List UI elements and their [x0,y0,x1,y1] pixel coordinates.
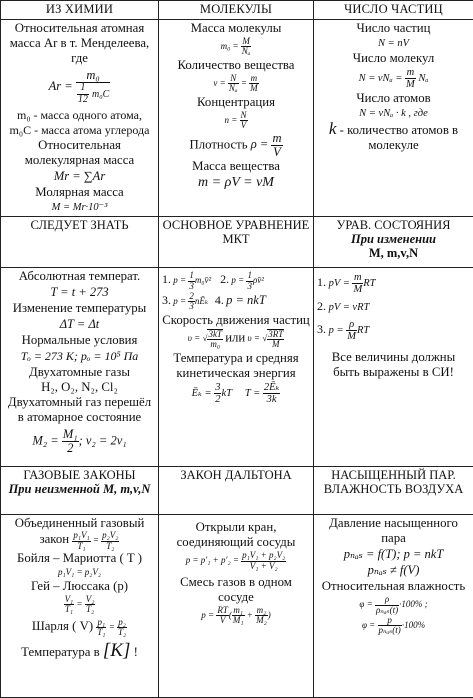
cell-mkt: 1. p = $\frac{1}{3}$ m₀v̄² 2. p = $\frac{1}{3}$ ρv̄² 3. p = $\frac{2}{3}$ nĒₖ 4. p = nkT Скорость движения частиц υ = √ $\frac{3kT}{\text{m₀}}$ или υ = √ $\frac{3RT}{M}$ Температура и средняя кинетическая энергия Ēₖ = $\frac{3}{2}$ kT T = $\frac{\text{2Ēₖ}}{3k}$ [159,268,314,467]
chem-line-2: Относительная молекулярная масса [4,138,155,168]
humidity-formula-1: φ = $\frac{\rho}{\text{ρₙₐₛ(t)}}$ ·100% ; [317,595,470,615]
atomic-transition-formula: M₂ = $\frac{\text{M₁}}{2}$ ; ν₂ = 2ν₁ [4,428,155,455]
mkt-formula-1: p = $\frac{1}{3}$ m₀v̄² [173,275,211,285]
header-chemistry: ИЗ ХИМИИ [1,1,159,20]
num-line-4: - количество атомов в молекуле [340,123,458,152]
know-line-4: Двухатомные газы [4,365,155,380]
num-line-3: Число атомов [317,91,470,106]
mr-formula: Mr = ∑Ar [4,169,155,184]
abs-temp-formula: T = t + 273 [4,285,155,300]
molecules-formula: N = νNₐ = $\frac{m}{M}$ Nₐ [317,67,470,90]
num-line-1: Число частиц [317,21,470,36]
mkt-formula-3: p = $\frac{2}{3}$ nĒₖ [173,296,208,306]
amount-formula: ν = $\frac{N}{\text{Nₐ}}$ = $\frac{m}{M}$ [162,74,310,94]
dalton-line-1: Открыли кран, соединяющий сосуды [162,520,310,550]
header-molecules: МОЛЕКУЛЫ [159,1,314,20]
chem-m0c: m₀C - масса атома углерода [4,123,155,138]
cell-chemistry [1,20,159,217]
header-dalton-law: ЗАКОН ДАЛЬТОНА [159,467,314,515]
temperature-formula: T = $\frac{\text{2Ēₖ}}{3k}$ [245,388,281,399]
normal-conditions-formula: Tₒ = 273 K; pₒ = 10⁵ Па [4,349,155,364]
cell-dalton-law [159,515,314,698]
concentration-formula: n = $\frac{N}{V}$ [162,111,310,131]
energy-formula: Ēₖ = $\frac{3}{2}$ kT [192,388,232,399]
mol-line-1: Масса молекулы [162,21,310,36]
vapor-line-2: Относительная влажность [317,579,470,594]
humidity-formula-2: φ = $\frac{p}{\text{pₙₐₛ(t)}}$ ·100% [317,616,470,636]
atoms-formula: N = νNₐ · k , где [317,107,470,120]
cell-particle-count [314,20,473,217]
gas-line-5: Температура в [21,645,100,659]
mol-line-4: Плотность [189,137,247,151]
velocity-formula-1: υ = √ $\frac{3kT}{\text{m₀}}$ [188,333,223,343]
k-symbol: k [329,119,337,138]
particles-formula: N = nV [317,37,470,50]
velocity-formula-2: υ = √ $\frac{3RT}{M}$ [248,333,285,343]
know-line-1: Абсолютная температ. [4,269,155,284]
state-formula-2: pV = νRT [329,302,370,313]
mol-line-3: Концентрация [162,95,310,110]
know-line-5: Двухатомный газ перешёл в атомарное состояние [4,395,155,425]
header-gas-laws: ГАЗОВЫЕ ЗАКОНЫ При неизменной M, m,v,N [1,467,159,515]
header-should-know: СЛЕДУЕТ ЗНАТЬ [1,217,159,268]
cell-gas-laws: Объединенный газовый закон $\frac{\text{p₁V₁}}{\text{T₁}}$ = $\frac{\text{p₂V₂}}{\text{T₂}}$ Бойля – Мариотта ( T ) p₁V₁ = p₂V₂ Гей – Люссака (p) $\frac{\text{V₁}}{\text{T₁}}$ = $\frac{\text{V₂}}{\text{T₂}}$ Шарля ( V) $\frac{\text{p₁}}{\text{T₁}}$ = $\frac{\text{p₂}}{\text{T₂}}$ Температура в [K] ! [1,515,159,698]
mkt-line-1: Скорость движения частиц [162,313,310,328]
boyle-formula: p₁V₁ = p₂V₂ [4,567,155,578]
num-line-2: Число молекул [317,51,470,66]
dalton-formula-2: p = $\frac{RT}{V}$ ( $\frac{\text{m₁}}{\text{M₁}}$ + $\frac{\text{m₂}}{\text{M₂}}$ ) [162,606,310,626]
header-mkt-equation: ОСНОВНОЕ УРАВНЕНИЕ МКТ [159,217,314,268]
know-line-2: Изменение температуры [4,301,155,316]
molecule-mass-formula: m₀ = $\frac{M}{\text{Nₐ}}$ [162,37,310,57]
gas-line-4: Шарля ( V) [32,619,93,633]
row-1 [1,20,473,217]
gas-line-2: Бойля – Мариотта ( T ) [17,551,142,565]
header-row-1 [1,1,473,20]
ar-formula: Ar = m₀ $\frac{1}{12}$ m₀C [4,69,155,105]
dalton-formula-1: p = p′₁ + p′₂ = $\frac{\text{p₁V₁ + p₂V₂}}{\text{V₁ + V₂}}$ [162,551,310,571]
delta-t-formula: ΔT = Δt [4,317,155,332]
dalton-line-2: Смесь газов в одном сосуде [162,575,310,605]
si-units-note: Все величины должны быть выражены в СИ! [317,350,470,380]
row-2 [1,268,473,467]
header-row-2 [1,217,473,268]
diatomic-gases: H₂, O₂, N₂, Cl₂ [4,380,155,395]
chem-line-1: Относительная атомная масса Ar в т. Менделеева [10,21,146,50]
chem-line-3: Молярная масса [4,185,155,200]
density-formula: ρ = $\frac{m}{V}$ [251,137,283,151]
header-saturated-vapor: НАСЫЩЕННЫЙ ПАР. ВЛАЖНОСТЬ ВОЗДУХА [314,467,473,515]
molar-mass-formula: M = Mr·10⁻³ [4,201,155,214]
gas-line-3: Гей – Люссака (p) [4,579,155,594]
cell-saturated-vapor [314,515,473,698]
cell-molecules [159,20,314,217]
state-formula-3: p = $\frac{\rho}{M}$ RT [329,325,370,336]
vapor-line-1: Давление насыщенного пара [317,516,470,546]
row-3 [1,515,473,698]
mol-line-5: Масса вещества [162,159,310,174]
chem-m0: m₀ - масса одного атома, [4,108,155,123]
header-row-3 [1,467,473,515]
kelvin-unit: [K] [103,640,131,661]
cell-should-know [1,268,159,467]
mkt-formula-4: p = nkT [226,293,266,307]
chem-line-1b: , где [71,36,149,65]
header-particle-count: ЧИСЛО ЧАСТИЦ [314,1,473,20]
mkt-line-2: Температура и средняя кинетическая энергия [162,351,310,381]
combined-gas-law-formula: $\frac{\text{p₁V₁}}{\text{T₁}}$ = $\frac{\text{p₂V₂}}{\text{T₂}}$ [72,535,119,545]
know-line-3: Нормальные условия [4,333,155,348]
mkt-formula-2: p = $\frac{1}{3}$ ρv̄² [231,275,264,285]
mol-line-2: Количество вещества [162,58,310,73]
header-state-equation: УРАВ. СОСТОЯНИЯ При изменении M, m,v,N [314,217,473,268]
vapor-volume-formula: pₙₐₛ ≠ f(V) [317,563,470,578]
gas-line-1: Объединенный газовый [4,516,155,531]
vapor-pressure-formula: pₙₐₛ = f(T); p = nkT [317,547,470,562]
gay-lussac-formula: $\frac{\text{V₁}}{\text{T₁}}$ = $\frac{\text{V₂}}{\text{T₂}}$ [4,595,155,615]
charles-formula: $\frac{\text{p₁}}{\text{T₁}}$ = $\frac{\text{p₂}}{\text{T₂}}$ [96,622,127,632]
state-formula-1: pV = $\frac{m}{M}$ RT [329,278,376,289]
cell-state-equation: 1. pV = $\frac{m}{M}$ RT 2. pV = νRT 3. p = $\frac{\rho}{M}$ RT Все величины должны быть выражены в СИ! [314,268,473,467]
substance-mass-formula: m = ρV = νM [162,175,310,190]
